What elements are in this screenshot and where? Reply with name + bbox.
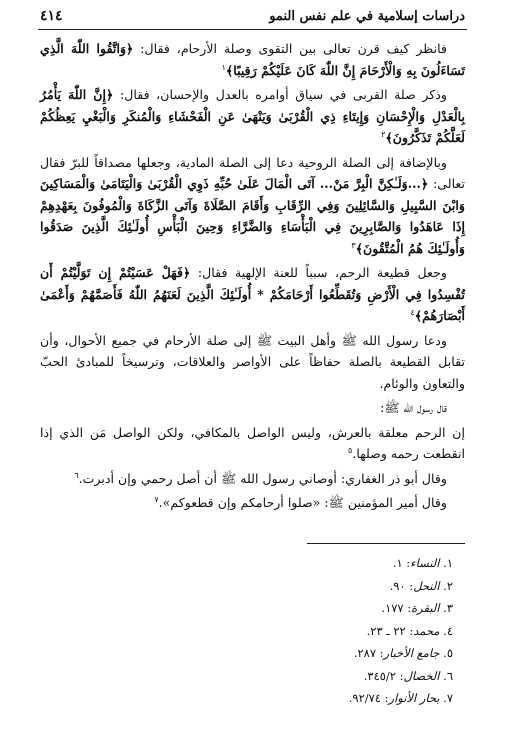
footnote-item: [220, 597, 453, 620]
quran-verse: ﴿فَهَلْ عَسَيْتُمْ إِن تَوَلَّيْتُمْ أَن تُفْسِدُوا فِي الْأَرْضِ وَتُقَطِّعُوا أَرْحَامَكُمْ * أُولَـٰئِكَ الَّذِينَ لَعَنَهُمُ اللّٰهُ فَأَصَمَّهُمْ وَأَعْمَىٰ أَبْصَارَهُمْ﴾: [40, 265, 465, 323]
footnote-item: [220, 665, 453, 688]
hadith-quote: [40, 422, 465, 465]
footnote-ref[interactable]: ١: [221, 62, 226, 72]
footnote-reference: : ١٧٧.: [381, 601, 412, 615]
paragraph-6: قال رسول الله ﷺ:: [380, 400, 447, 415]
paragraph-7: [40, 468, 465, 490]
footnote-item: [220, 552, 453, 575]
footnote-source: النحل: [413, 578, 440, 593]
footnote-reference: : ١.: [392, 556, 411, 570]
footnote-source: الخصال: [403, 668, 440, 683]
footnote-source: بحار الأنوار: [388, 691, 440, 705]
footnote-number: ٤.: [443, 623, 453, 638]
footnote-rule: [307, 543, 465, 544]
footnote-source: جامع الأخبار: [383, 646, 440, 660]
footnote-reference: : ٢٨٧.: [353, 646, 384, 660]
footnote-ref[interactable]: ٧: [154, 494, 159, 504]
footnote-reference: : ٩٠.: [389, 578, 414, 593]
footnote-number: ٥.: [443, 646, 453, 660]
quote-text: «صلوا أرحامكم وإن قطعوكم».: [158, 495, 321, 510]
footnote-number: ١.: [443, 556, 453, 570]
quran-verse: ﴿إِنَّ اللّٰهَ يَأْمُرُ بِالْعَدْلِ وَالْإِحْسَانِ وَإِيتَاءِ ذِي الْقُرْبَىٰ وَيَنْهَىٰ عَنِ الْفَحْشَاءِ وَالْمُنكَرِ وَالْبَغْيِ يَعِظُكُمْ لَعَلَّكُمْ تَذَكَّرُونَ﴾: [40, 87, 465, 145]
main-text: [40, 38, 465, 517]
footnote-ref[interactable]: ٢: [381, 129, 386, 139]
paragraph-1: [40, 38, 465, 81]
book-title: دراسات إسلامية في علم نفس النمو: [269, 8, 465, 24]
paragraph-text: وذكر صلة القربى في سياق أوامره بالعدل والإحسان، فقال:: [113, 87, 447, 102]
footnote-ref[interactable]: ٣: [351, 240, 356, 250]
footnote-number: ٧.: [443, 691, 453, 705]
footnote-number: ٦.: [443, 668, 453, 683]
paragraph-text: وقال أبو ذر الغفاري: أوصاني رسول الله ﷺ أن أصل رحمي وإن أدبرت.: [78, 470, 447, 486]
footnote-item: [220, 642, 453, 665]
paragraph-2: [40, 84, 465, 149]
footnote-source: محمد: [413, 623, 440, 638]
quote-text: إن الرحم معلقة بالعرش، وليس الواصل بالمكافي، ولكن الواصل مَن الذي إذا انقطعت رحمه وصلها.: [40, 424, 465, 461]
paragraph-text: وبالإضافة إلى الصلة الروحية دعا إلى الصلة المادية، وجعلها مصداقاً للبرّ فقال تعالى:: [40, 154, 465, 191]
paragraph-text: وجعل قطيعة الرحم، سبباً للعنة الإلهية فقال:: [190, 265, 447, 280]
footnotes-list: [220, 552, 453, 710]
footnote-ref[interactable]: ٥: [348, 445, 353, 455]
footnote-ref[interactable]: ٦: [74, 470, 79, 480]
header-rule: [38, 29, 467, 30]
footnote-item: [220, 620, 453, 643]
paragraph-3: [40, 152, 465, 260]
running-header: [40, 4, 465, 28]
footnote-reference: : ٣٤٥/٢.: [363, 668, 404, 683]
footnote-number: ٢.: [443, 578, 453, 593]
paragraph-4: [40, 262, 465, 327]
page-number: ٤١٤: [40, 8, 63, 24]
footnote-number: ٣.: [443, 601, 453, 615]
quran-verse: ﴿وَاتَّقُوا اللّٰهَ الَّذِي تَسَاءَلُونَ بِهِ وَالْأَرْحَامَ إِنَّ اللّٰهَ كَانَ عَلَيْكُمْ رَقِيبًا﴾: [40, 41, 465, 78]
footnote-item: [220, 687, 453, 710]
footnote-ref[interactable]: ٤: [410, 307, 415, 317]
footnote-reference: : ٩٢/٧٤.: [348, 691, 389, 705]
footnote-source: البقرة: [411, 601, 440, 615]
footnote-reference: : ٢٢ ـ ٢٣.: [366, 623, 414, 638]
paragraph-5: ودعا رسول الله ﷺ وأهل البيت ﷺ إلى صلة الأرحام في جميع الأحوال، وأن تقابل القطيعة بالصلة حفاظاً على الأواصر والعلاقات، وترسيخاً للمبادئ الحبّ والتعاون والوئام.: [40, 332, 465, 391]
footnote-source: النساء: [410, 556, 440, 570]
footnote-item: [220, 575, 453, 598]
paragraph-8: [40, 492, 465, 514]
paragraph-text: وقال أمير المؤمنين ﷺ:: [320, 495, 447, 510]
paragraph-text: فانظر كيف قرن تعالى بين التقوى وصلة الأرحام، فقال:: [133, 41, 447, 56]
quran-verse: ﴿...وَلَـٰكِنَّ الْبِرَّ مَنْ... آتَى الْمَالَ عَلَىٰ حُبِّهِ ذَوِي الْقُرْبَىٰ وَالْيَتَامَىٰ وَالْمَسَاكِينَ وَابْنَ السَّبِيلِ وَالسَّائِلِينَ وَفِي الرِّقَابِ وَأَقَامَ الصَّلَاةَ وَآتَى الزَّكَاةَ وَالْمُوفُونَ بِعَهْدِهِمْ إِذَا عَاهَدُوا وَالصَّابِرِينَ فِي الْبَأْسَاءِ وَالضَّرَّاءِ وَحِينَ الْبَأْسِ أُولَـٰئِكَ الَّذِينَ صَدَقُوا وَأُولَـٰئِكَ هُمُ الْمُتَّقُونَ﴾: [40, 176, 465, 256]
